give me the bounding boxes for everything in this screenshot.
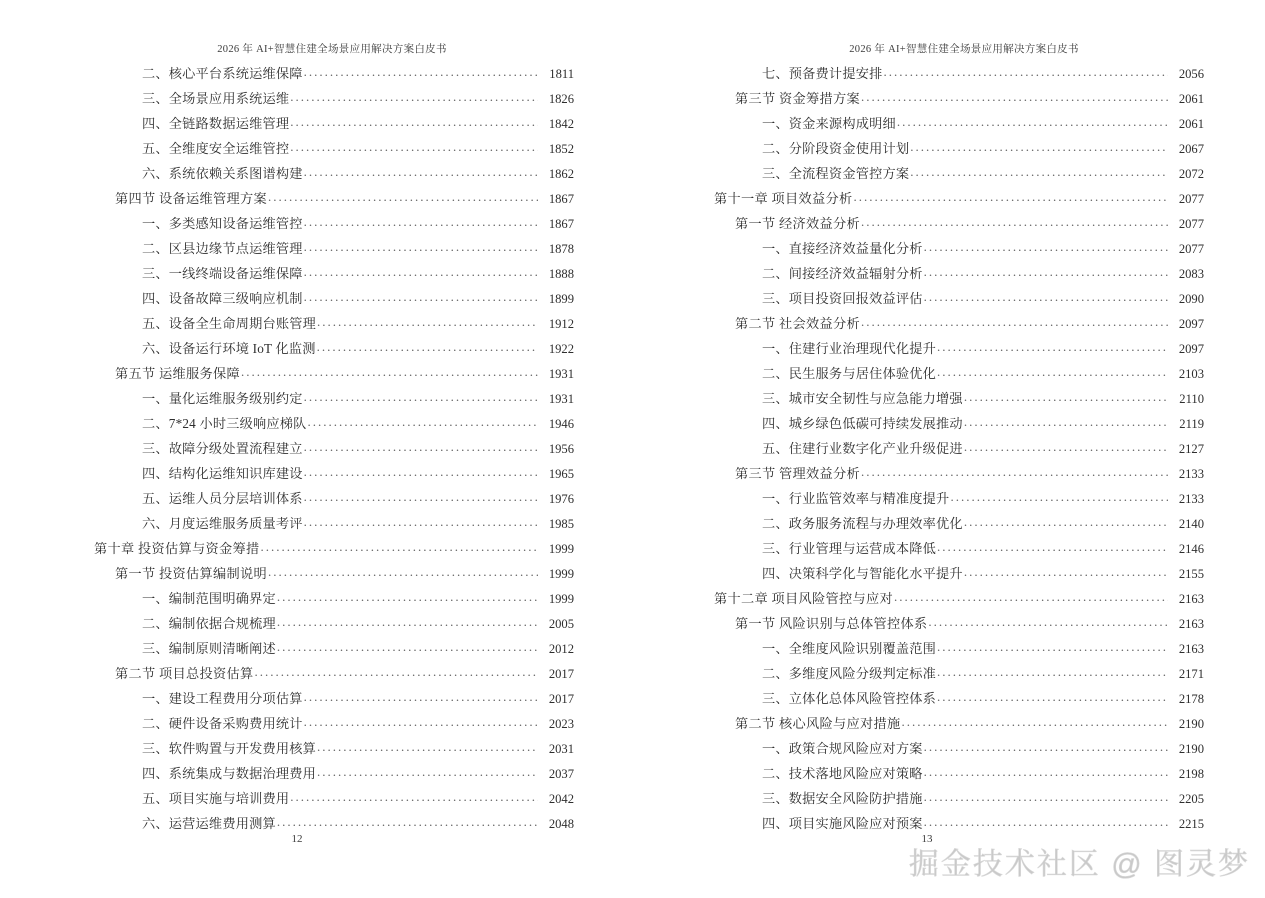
toc-entry[interactable]: [710, 90, 1204, 115]
toc-entry-title: 第五节 运维服务保障: [115, 366, 240, 382]
toc-entry[interactable]: [90, 490, 574, 515]
dot-leader: [950, 490, 1168, 503]
toc-entry[interactable]: [710, 715, 1204, 740]
toc-entry-page-number: 2146: [1178, 542, 1204, 557]
dot-leader: [924, 740, 1168, 753]
dot-leader: [937, 365, 1168, 378]
toc-entry[interactable]: [710, 540, 1204, 565]
toc-entry-page-number: 2133: [1178, 467, 1204, 482]
toc-entry-title: 四、城乡绿色低碳可持续发展推动: [762, 416, 963, 432]
toc-entry[interactable]: [90, 615, 574, 640]
toc-entry[interactable]: [710, 790, 1204, 815]
dot-leader: [268, 190, 538, 203]
toc-entry[interactable]: [710, 515, 1204, 540]
toc-entry[interactable]: [710, 215, 1204, 240]
toc-entry-title: 二、编制依据合规梳理: [142, 616, 276, 632]
toc-entry[interactable]: [710, 765, 1204, 790]
toc-entry-page-number: 2077: [1178, 242, 1204, 257]
toc-entry-page-number: 2061: [1178, 92, 1204, 107]
toc-entry-title: 六、系统依赖关系图谱构建: [142, 166, 303, 182]
toc-entry[interactable]: [710, 490, 1204, 515]
toc-entry[interactable]: [90, 265, 574, 290]
toc-entry-page-number: 1899: [548, 292, 574, 307]
toc-entry-page-number: 2005: [548, 617, 574, 632]
toc-entry[interactable]: [90, 290, 574, 315]
toc-entry-page-number: 2178: [1178, 692, 1204, 707]
dot-leader: [317, 340, 538, 353]
toc-entry-title: 七、预备费计提安排: [762, 66, 883, 82]
dot-leader: [277, 640, 538, 653]
toc-entry[interactable]: [710, 590, 1204, 615]
toc-entry-page-number: 1811: [549, 67, 574, 82]
dot-leader: [304, 715, 538, 728]
toc-entry[interactable]: [710, 665, 1204, 690]
toc-entry-title: 四、系统集成与数据治理费用: [142, 766, 317, 782]
toc-entry-page-number: 1888: [548, 267, 574, 282]
toc-entry-title: 六、运营运维费用测算: [142, 816, 276, 832]
toc-entry[interactable]: [90, 190, 574, 215]
running-header-right: 2026 年 AI+智慧住建全场景应用解决方案白皮书: [849, 44, 1079, 55]
toc-entry-title: 二、区县边缘节点运维管理: [142, 241, 303, 257]
dot-leader: [308, 415, 538, 428]
toc-entry-title: 第十二章 项目风险管控与应对: [714, 591, 893, 607]
toc-entry-page-number: 2155: [1178, 567, 1204, 582]
toc-entry-title: 三、项目投资回报效益评估: [762, 291, 923, 307]
toc-entry-page-number: 1999: [548, 542, 574, 557]
toc-entry-title: 第四节 设备运维管理方案: [115, 191, 267, 207]
dot-leader: [304, 240, 538, 253]
toc-entry-page-number: 1985: [548, 517, 574, 532]
toc-entry-title: 三、立体化总体风险管控体系: [762, 691, 937, 707]
toc-entry-title: 四、结构化运维知识库建设: [142, 466, 303, 482]
toc-entry-page-number: 2097: [1178, 317, 1204, 332]
toc-entry-page-number: 2205: [1178, 792, 1204, 807]
toc-entry-title: 五、住建行业数字化产业升级促进: [762, 441, 963, 457]
toc-entry-page-number: 2012: [548, 642, 574, 657]
toc-entry[interactable]: [90, 90, 574, 115]
toc-entry-title: 第十一章 项目效益分析: [714, 191, 853, 207]
toc-entry-page-number: 2037: [548, 767, 574, 782]
dot-leader: [964, 565, 1168, 578]
dot-leader: [317, 740, 538, 753]
toc-entry-title: 第一节 投资估算编制说明: [115, 566, 267, 582]
dot-leader: [901, 715, 1168, 728]
dot-leader: [268, 565, 538, 578]
dot-leader: [894, 590, 1168, 603]
page-right: [632, 0, 1264, 898]
toc-entry-page-number: 2017: [548, 667, 574, 682]
toc-entry[interactable]: [710, 365, 1204, 390]
dot-leader: [924, 240, 1168, 253]
toc-entry[interactable]: [710, 340, 1204, 365]
dot-leader: [241, 365, 538, 378]
toc-entry-page-number: 1867: [548, 192, 574, 207]
dot-leader: [304, 490, 538, 503]
dot-leader: [304, 165, 538, 178]
toc-entry-title: 一、编制范围明确界定: [142, 591, 276, 607]
toc-entry-page-number: 1922: [548, 342, 574, 357]
toc-entry-page-number: 2171: [1178, 667, 1204, 682]
toc-entry-title: 一、全维度风险识别覆盖范围: [762, 641, 937, 657]
toc-entry-title: 一、多类感知设备运维管控: [142, 216, 303, 232]
dot-leader: [317, 765, 538, 778]
toc-entry[interactable]: [90, 665, 574, 690]
toc-entry-title: 三、故障分级处置流程建立: [142, 441, 303, 457]
toc-entry[interactable]: [90, 690, 574, 715]
toc-entry[interactable]: [90, 640, 574, 665]
dot-leader: [910, 165, 1168, 178]
dot-leader: [861, 215, 1168, 228]
dot-leader: [861, 465, 1168, 478]
toc-entry[interactable]: [90, 715, 574, 740]
toc-entry[interactable]: [710, 640, 1204, 665]
toc-entry-title: 二、民生服务与居住体验优化: [762, 366, 937, 382]
dot-leader: [924, 265, 1168, 278]
toc-entry-title: 二、硬件设备采购费用统计: [142, 716, 303, 732]
toc-list-right: [710, 65, 1204, 840]
toc-entry-title: 三、全流程资金管控方案: [762, 166, 910, 182]
toc-entry-page-number: 1931: [548, 392, 574, 407]
toc-list-left: [90, 65, 574, 840]
toc-entry-page-number: 1999: [548, 567, 574, 582]
toc-entry[interactable]: [90, 515, 574, 540]
toc-entry-title: 第三节 管理效益分析: [735, 466, 860, 482]
toc-entry-title: 二、分阶段资金使用计划: [762, 141, 910, 157]
toc-entry-page-number: 2110: [1179, 392, 1204, 407]
toc-entry[interactable]: [90, 365, 574, 390]
dot-leader: [304, 265, 538, 278]
toc-entry[interactable]: [710, 565, 1204, 590]
toc-entry-title: 四、设备故障三级响应机制: [142, 291, 303, 307]
toc-entry-title: 二、多维度风险分级判定标准: [762, 666, 937, 682]
toc-entry-page-number: 2215: [1178, 817, 1204, 832]
toc-entry-page-number: 1946: [548, 417, 574, 432]
dot-leader: [924, 790, 1168, 803]
toc-entry[interactable]: [710, 690, 1204, 715]
toc-entry-title: 第三节 资金筹措方案: [735, 91, 860, 107]
toc-entry-page-number: 1976: [548, 492, 574, 507]
toc-entry-title: 一、住建行业治理现代化提升: [762, 341, 937, 357]
dot-leader: [937, 340, 1168, 353]
toc-entry[interactable]: [90, 440, 574, 465]
toc-entry[interactable]: [90, 165, 574, 190]
dot-leader: [910, 140, 1168, 153]
dot-leader: [937, 540, 1168, 553]
toc-entry-title: 五、运维人员分层培训体系: [142, 491, 303, 507]
toc-entry-page-number: 1878: [548, 242, 574, 257]
toc-entry-page-number: 2163: [1178, 617, 1204, 632]
toc-entry-title: 第二节 社会效益分析: [735, 316, 860, 332]
toc-entry-page-number: 2097: [1178, 342, 1204, 357]
dot-leader: [290, 115, 538, 128]
toc-entry-title: 四、全链路数据运维管理: [142, 116, 290, 132]
toc-entry-title: 六、设备运行环境 IoT 化监测: [142, 341, 316, 357]
toc-entry-title: 五、设备全生命周期台账管理: [142, 316, 317, 332]
toc-entry-page-number: 1862: [548, 167, 574, 182]
toc-entry-page-number: 2061: [1178, 117, 1204, 132]
toc-entry-title: 第二节 项目总投资估算: [115, 666, 254, 682]
toc-entry[interactable]: [90, 340, 574, 365]
dot-leader: [861, 90, 1168, 103]
toc-entry-title: 三、城市安全韧性与应急能力增强: [762, 391, 963, 407]
dot-leader: [897, 115, 1168, 128]
toc-entry[interactable]: [710, 740, 1204, 765]
dot-leader: [884, 65, 1169, 78]
dot-leader: [964, 415, 1168, 428]
toc-entry[interactable]: [90, 415, 574, 440]
toc-entry[interactable]: [90, 315, 574, 340]
dot-leader: [277, 815, 538, 828]
toc-entry-page-number: 1912: [548, 317, 574, 332]
toc-entry-title: 三、编制原则清晰阐述: [142, 641, 276, 657]
toc-entry[interactable]: [90, 215, 574, 240]
dot-leader: [964, 440, 1168, 453]
toc-entry-page-number: 2090: [1178, 292, 1204, 307]
dot-leader: [290, 140, 538, 153]
dot-leader: [861, 315, 1168, 328]
dot-leader: [304, 390, 538, 403]
toc-entry-page-number: 1999: [548, 592, 574, 607]
toc-entry-title: 二、政务服务流程与办理效率优化: [762, 516, 963, 532]
toc-entry-title: 三、数据安全风险防护措施: [762, 791, 923, 807]
toc-entry-page-number: 2163: [1178, 642, 1204, 657]
toc-entry-page-number: 2190: [1178, 742, 1204, 757]
dot-leader: [928, 615, 1168, 628]
toc-entry[interactable]: [90, 540, 574, 565]
dot-leader: [290, 90, 538, 103]
toc-entry-title: 第一节 经济效益分析: [735, 216, 860, 232]
toc-entry[interactable]: [90, 790, 574, 815]
toc-entry-page-number: 1956: [548, 442, 574, 457]
toc-entry-page-number: 2067: [1178, 142, 1204, 157]
toc-entry[interactable]: [710, 315, 1204, 340]
toc-entry[interactable]: [90, 140, 574, 165]
toc-entry-page-number: 1852: [548, 142, 574, 157]
toc-entry-page-number: 2163: [1178, 592, 1204, 607]
dot-leader: [937, 665, 1168, 678]
toc-entry-title: 六、月度运维服务质量考评: [142, 516, 303, 532]
toc-entry-page-number: 2056: [1178, 67, 1204, 82]
dot-leader: [277, 615, 538, 628]
toc-entry[interactable]: [90, 115, 574, 140]
toc-entry[interactable]: [90, 765, 574, 790]
dot-leader: [924, 290, 1168, 303]
toc-entry[interactable]: [90, 390, 574, 415]
toc-entry-title: 五、全维度安全运维管控: [142, 141, 290, 157]
toc-entry[interactable]: [710, 190, 1204, 215]
dot-leader: [304, 515, 538, 528]
toc-entry-title: 一、政策合规风险应对方案: [762, 741, 923, 757]
page-left: [0, 0, 632, 898]
toc-entry-title: 四、项目实施风险应对预案: [762, 816, 923, 832]
dot-leader: [290, 790, 538, 803]
dot-leader: [964, 515, 1168, 528]
toc-entry-page-number: 2077: [1178, 192, 1204, 207]
toc-entry-page-number: 2140: [1178, 517, 1204, 532]
toc-entry-title: 一、建设工程费用分项估算: [142, 691, 303, 707]
toc-entry[interactable]: [710, 240, 1204, 265]
toc-entry-title: 三、软件购置与开发费用核算: [142, 741, 317, 757]
toc-entry-page-number: 2042: [548, 792, 574, 807]
dot-leader: [304, 440, 538, 453]
toc-entry-title: 第一节 风险识别与总体管控体系: [735, 616, 928, 632]
dot-leader: [304, 465, 538, 478]
toc-entry-title: 三、行业管理与运营成本降低: [762, 541, 937, 557]
dot-leader: [924, 765, 1168, 778]
dot-leader: [853, 190, 1168, 203]
toc-entry-page-number: 1842: [548, 117, 574, 132]
toc-entry-title: 二、技术落地风险应对策略: [762, 766, 923, 782]
toc-entry-title: 二、核心平台系统运维保障: [142, 66, 303, 82]
toc-entry-title: 一、行业监管效率与精准度提升: [762, 491, 950, 507]
toc-entry-page-number: 2031: [548, 742, 574, 757]
toc-entry-page-number: 2119: [1179, 417, 1204, 432]
toc-entry-title: 三、全场景应用系统运维: [142, 91, 290, 107]
running-header-left: 2026 年 AI+智慧住建全场景应用解决方案白皮书: [217, 44, 447, 55]
toc-entry-title: 二、间接经济效益辐射分析: [762, 266, 923, 282]
toc-entry-title: 第十章 投资估算与资金筹措: [94, 541, 260, 557]
toc-entry-title: 三、一线终端设备运维保障: [142, 266, 303, 282]
toc-entry-page-number: 2017: [548, 692, 574, 707]
toc-entry-page-number: 2077: [1178, 217, 1204, 232]
dot-leader: [937, 690, 1168, 703]
toc-entry[interactable]: [710, 165, 1204, 190]
page-number-right: 13: [921, 833, 933, 845]
page-number-left: 12: [291, 833, 303, 845]
toc-entry[interactable]: [710, 115, 1204, 140]
toc-entry-title: 二、7*24 小时三级响应梯队: [142, 416, 307, 432]
toc-entry-title: 一、资金来源构成明细: [762, 116, 896, 132]
toc-entry[interactable]: [710, 465, 1204, 490]
dot-leader: [924, 815, 1168, 828]
toc-entry[interactable]: [710, 440, 1204, 465]
dot-leader: [304, 215, 538, 228]
toc-entry[interactable]: [710, 290, 1204, 315]
dot-leader: [317, 315, 538, 328]
toc-entry-page-number: 1931: [548, 367, 574, 382]
toc-entry[interactable]: [90, 240, 574, 265]
toc-entry[interactable]: [710, 265, 1204, 290]
dot-leader: [937, 640, 1168, 653]
dot-leader: [304, 290, 538, 303]
dot-leader: [254, 665, 538, 678]
toc-entry-page-number: 1826: [548, 92, 574, 107]
toc-entry-title: 四、决策科学化与智能化水平提升: [762, 566, 963, 582]
watermark: 掘金技术社区 @ 图灵梦: [908, 848, 1250, 881]
toc-entry[interactable]: [710, 615, 1204, 640]
dot-leader: [260, 540, 538, 553]
toc-entry-page-number: 1867: [548, 217, 574, 232]
toc-entry[interactable]: [710, 65, 1204, 90]
toc-entry-page-number: 2103: [1178, 367, 1204, 382]
toc-entry-page-number: 2023: [548, 717, 574, 732]
dot-leader: [304, 690, 538, 703]
dot-leader: [277, 590, 538, 603]
toc-entry-title: 第二节 核心风险与应对措施: [735, 716, 901, 732]
toc-entry-page-number: 2048: [548, 817, 574, 832]
toc-entry[interactable]: [710, 390, 1204, 415]
toc-entry-title: 一、量化运维服务级别约定: [142, 391, 303, 407]
toc-entry-page-number: 2072: [1178, 167, 1204, 182]
toc-entry[interactable]: [90, 590, 574, 615]
toc-entry-page-number: 1965: [548, 467, 574, 482]
toc-entry-page-number: 2190: [1178, 717, 1204, 732]
toc-entry[interactable]: [710, 415, 1204, 440]
dot-leader: [964, 390, 1168, 403]
toc-entry[interactable]: [90, 465, 574, 490]
toc-entry-page-number: 2127: [1178, 442, 1204, 457]
toc-entry-title: 一、直接经济效益量化分析: [762, 241, 923, 257]
toc-entry-title: 五、项目实施与培训费用: [142, 791, 290, 807]
dot-leader: [304, 65, 538, 78]
toc-entry[interactable]: [90, 65, 574, 90]
toc-entry[interactable]: [90, 740, 574, 765]
toc-entry[interactable]: [90, 565, 574, 590]
toc-entry-page-number: 2198: [1178, 767, 1204, 782]
toc-entry-page-number: 2083: [1178, 267, 1204, 282]
toc-entry-page-number: 2133: [1178, 492, 1204, 507]
toc-entry[interactable]: [710, 140, 1204, 165]
